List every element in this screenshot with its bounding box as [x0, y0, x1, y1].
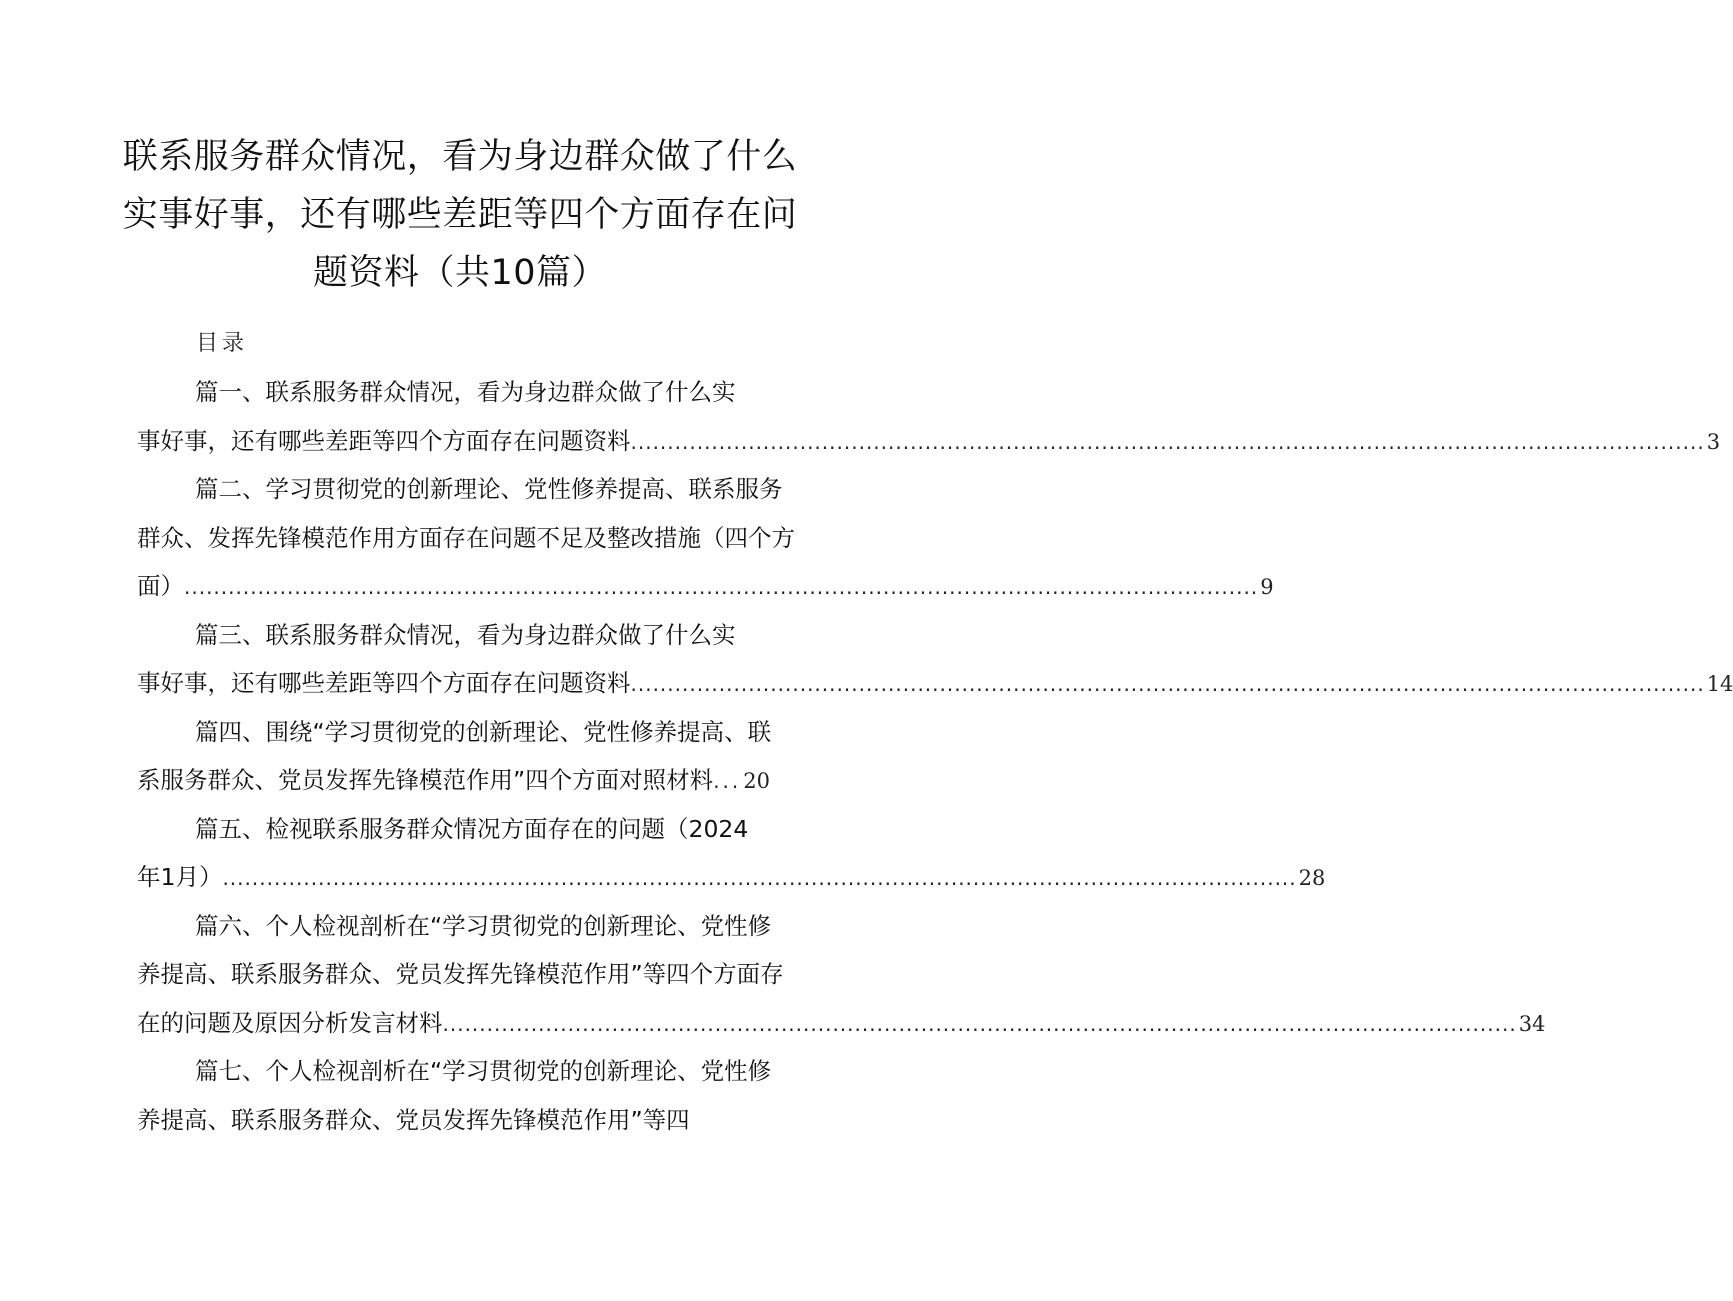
- toc-heading: 目录: [196, 331, 249, 356]
- toc-entry-text: 系服务群众、党员发挥先锋模范作用”四个方面对照材料: [137, 766, 714, 794]
- title-line-2: 实事好事，还有哪些差距等四个方面存在问: [122, 195, 798, 235]
- toc-entry-last-line: [137, 853, 1326, 902]
- title-line-3: 题资料（共10篇）: [312, 253, 608, 293]
- toc-entry-last-line: [137, 659, 1733, 708]
- toc-page-number: 34: [1518, 1011, 1546, 1036]
- toc-entry-text: 在的问题及原因分析发言材料: [137, 1008, 443, 1037]
- dot-leader: ...: [713, 769, 742, 793]
- toc-page-number: 20: [743, 769, 770, 793]
- toc-entry-7[interactable]: [137, 1047, 787, 1144]
- dot-leader: ..................................................................................................................................................: [630, 672, 1705, 696]
- toc-entry-line: 篇六、个人检视剖析在“学习贯彻党的创新理论、党性修: [195, 911, 772, 940]
- document-title: [120, 128, 800, 302]
- table-of-contents: [137, 368, 1733, 1144]
- toc-entry-1[interactable]: [137, 368, 1721, 465]
- toc-entry-2[interactable]: [137, 465, 1274, 611]
- dot-leader: ..................................................................................................................................................: [630, 429, 1705, 454]
- toc-entry-line: 篇七、个人检视剖析在“学习贯彻党的创新理论、党性修: [195, 1057, 772, 1085]
- toc-page-number: 9: [1260, 575, 1274, 599]
- dot-leader: ..................................................................................................................................................: [222, 866, 1297, 890]
- toc-entry-text: 事好事，还有哪些差距等四个方面存在问题资料: [137, 669, 631, 697]
- toc-entry-line: 群众、发挥先锋模范作用方面存在问题不足及整改措施（四个方: [137, 523, 795, 552]
- toc-entry-last-line: [137, 756, 787, 805]
- title-line-1: 联系服务群众情况，看为身边群众做了什么: [122, 137, 798, 177]
- toc-entry-text: 面）: [137, 572, 184, 600]
- toc-entry-line: 篇五、检视联系服务群众情况方面存在的问题（2024: [195, 814, 749, 843]
- toc-page-number: 28: [1298, 866, 1326, 890]
- toc-page-number: 14: [1706, 672, 1733, 696]
- toc-entry-3[interactable]: [137, 611, 1733, 708]
- toc-entry-6[interactable]: [137, 902, 1546, 1048]
- toc-entry-line: 篇二、学习贯彻党的创新理论、党性修养提高、联系服务: [195, 475, 783, 503]
- dot-leader: ..................................................................................................................................................: [442, 1011, 1517, 1036]
- toc-entry-line: 篇三、联系服务群众情况，看为身边群众做了什么实: [195, 620, 736, 649]
- toc-entry-last-line: [137, 999, 1546, 1048]
- dot-leader: ..................................................................................................................................................: [184, 575, 1259, 599]
- toc-entry-last-line: [137, 562, 1274, 611]
- toc-page-number: 3: [1706, 429, 1721, 454]
- toc-entry-last-line: [137, 417, 1721, 466]
- toc-entry-line: 养提高、联系服务群众、党员发挥先锋模范作用”等四: [137, 1105, 690, 1134]
- toc-entry-5[interactable]: [137, 805, 1326, 902]
- toc-entry-text: 年1月）: [137, 863, 223, 891]
- toc-entry-4[interactable]: [137, 708, 787, 805]
- toc-entry-text: 事好事，还有哪些差距等四个方面存在问题资料: [137, 426, 631, 455]
- toc-entry-line: 篇四、围绕“学习贯彻党的创新理论、党性修养提高、联: [195, 717, 772, 746]
- toc-entry-line: 养提高、联系服务群众、党员发挥先锋模范作用”等四个方面存: [137, 960, 784, 988]
- toc-entry-line: 篇一、联系服务群众情况，看为身边群众做了什么实: [195, 378, 736, 406]
